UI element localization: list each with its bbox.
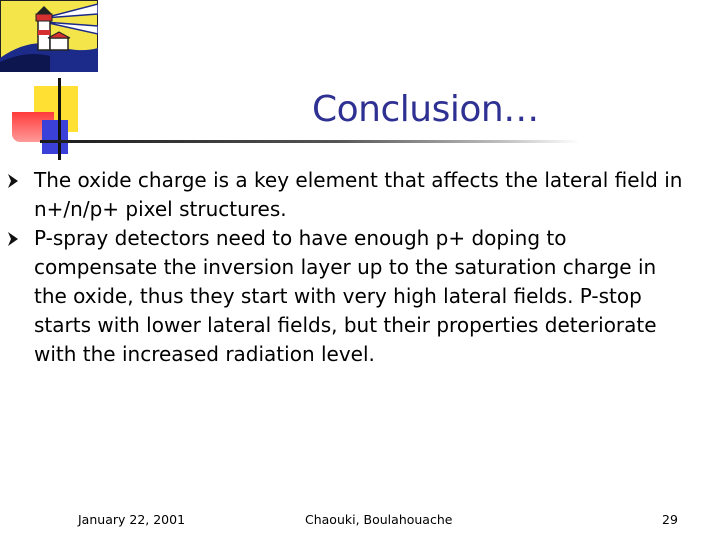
footer-page-number: 29 <box>662 512 678 527</box>
bullet-item <box>0 224 692 369</box>
footer-date: January 22, 2001 <box>78 512 186 527</box>
arrowhead-bullet-icon <box>8 174 18 188</box>
slide-title: Conclusion… <box>312 89 539 130</box>
footer-author: Chaouki, Boulahouache <box>305 512 453 527</box>
decorative-vertical-line <box>58 78 61 160</box>
bullet-item <box>0 166 692 224</box>
lighthouse-logo-icon <box>0 0 98 72</box>
bullet-list <box>0 166 720 369</box>
bullet-text: P-spray detectors need to have enough p+ doping to compensate the inversion layer up to the saturation charge in the oxide, thus they start with very high lateral fields. P-stop starts with lower lateral fields, but their properties deteriorate with the increased radiation level. <box>34 226 657 366</box>
decorative-blue-square <box>42 120 68 154</box>
arrowhead-bullet-icon <box>8 232 18 246</box>
bullet-text: The oxide charge is a key element that affects the lateral field in n+/n/p+ pixel structures. <box>34 168 683 221</box>
title-underline <box>40 140 580 143</box>
